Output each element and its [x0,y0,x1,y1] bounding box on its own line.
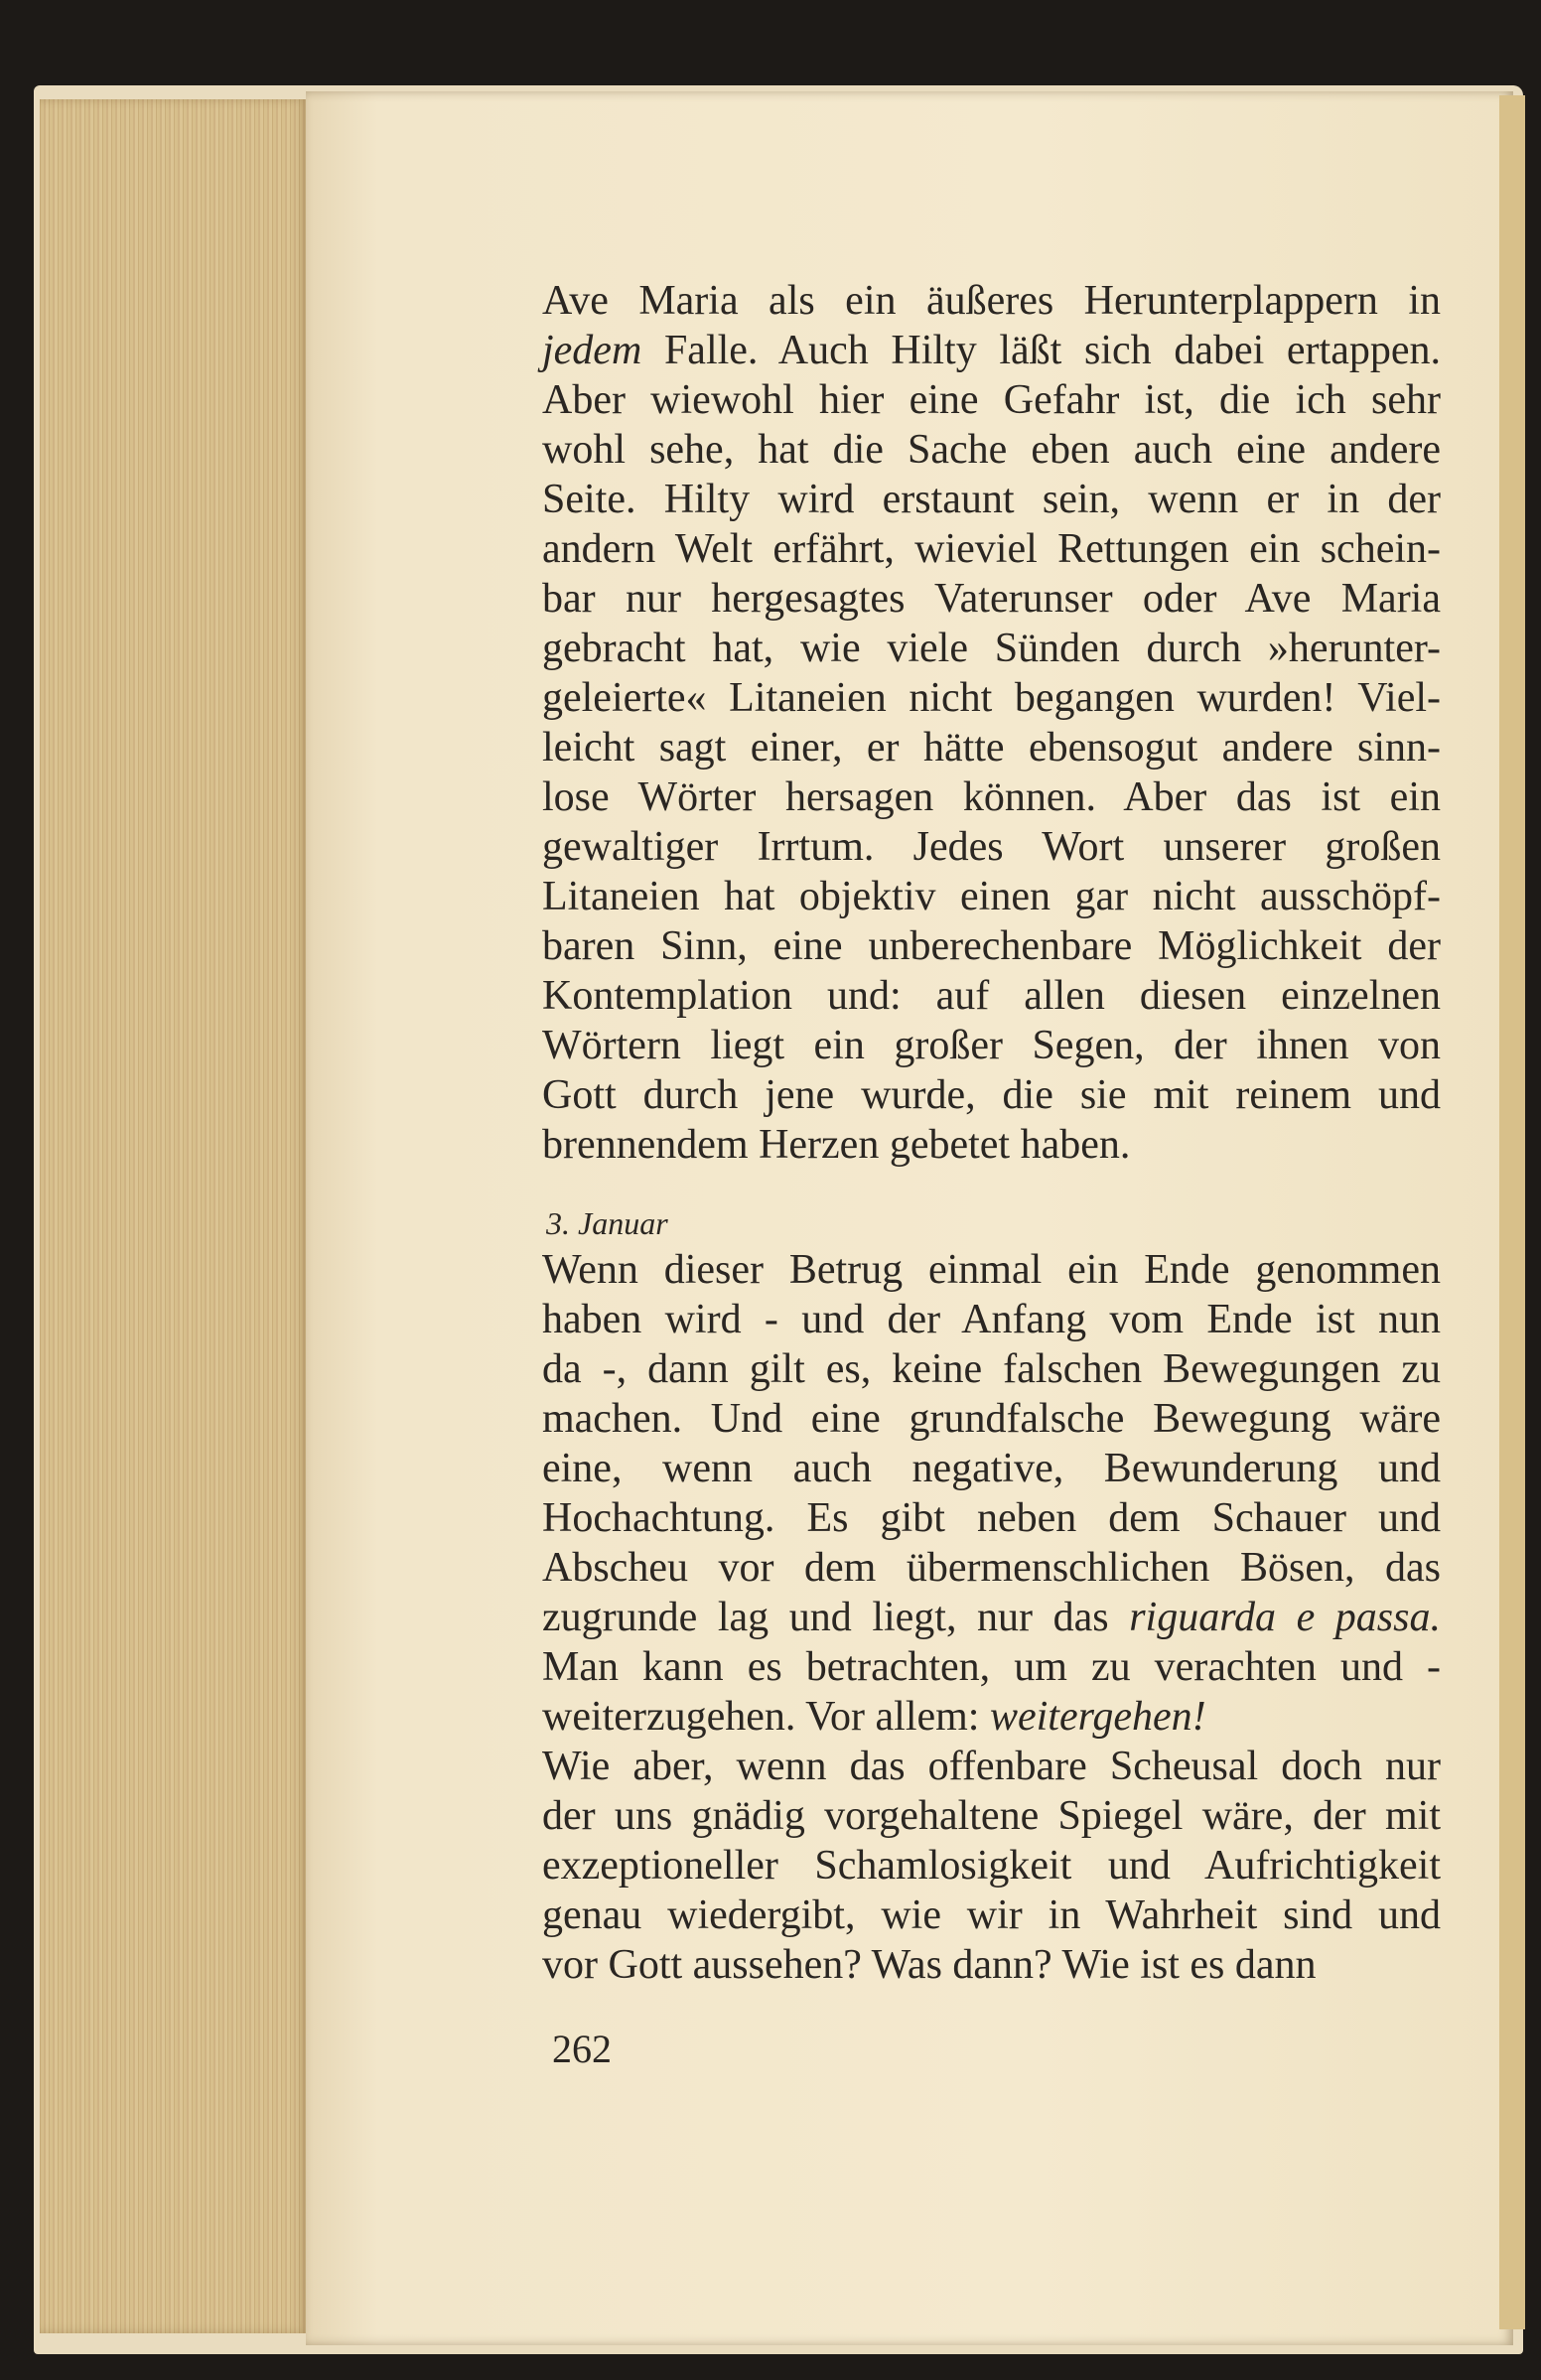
paragraph-1 [542,276,1441,1170]
text-line: bar nur hergesagtes Vaterunser oder Ave Maria [542,576,1441,622]
text-line: andern Welt erfährt, wieviel Rettungen ein schein- [542,526,1441,572]
text-line: machen. Und eine grundfalsche Bewegung wäre [542,1396,1441,1442]
text-line: weiterzugehen. Vor allem: weitergehen! [542,1694,1206,1740]
text-line: gebracht hat, wie viele Sünden durch »herunter- [542,626,1441,671]
text-line: da -, dann gilt es, keine falschen Bewegungen zu [542,1346,1441,1392]
text-line: exzeptioneller Schamlosigkeit und Aufrichtigkeit [542,1843,1441,1889]
text-line: jedem Falle. Auch Hilty läßt sich dabei ertappen. [542,328,1441,373]
text-line: gewaltiger Irrtum. Jedes Wort unserer großen [542,824,1441,870]
text-line: haben wird - und der Anfang vom Ende ist nun [542,1297,1441,1342]
text-line: brennendem Herzen gebetet haben. [542,1122,1131,1168]
text-line: Hochachtung. Es gibt neben dem Schauer und [542,1495,1441,1541]
text-line: zugrunde lag und liegt, nur das riguarda e passa. [542,1595,1441,1640]
text-line: Kontemplation und: auf allen diesen einzelnen [542,973,1441,1019]
right-page-edge [1499,95,1525,2329]
date-heading: 3. Januar [546,1205,668,1241]
text-line: geleierte« Litaneien nicht begangen wurden! Viel- [542,675,1441,721]
text-line: lose Wörter hersagen können. Aber das ist ein [542,774,1441,820]
text-line: wohl sehe, hat die Sache eben auch eine andere [542,427,1441,473]
text-line: Wenn dieser Betrug einmal ein Ende genommen [542,1247,1441,1293]
text-line: Gott durch jene wurde, die sie mit reinem und [542,1072,1441,1118]
text-line: eine, wenn auch negative, Bewunderung und [542,1446,1441,1491]
text-line: Litaneien hat objektiv einen gar nicht ausschöpf- [542,874,1441,919]
text-line: Seite. Hilty wird erstaunt sein, wenn er in der [542,477,1441,522]
text-line: Aber wiewohl hier eine Gefahr ist, die ich sehr [542,377,1441,423]
text-line: der uns gnädig vorgehaltene Spiegel wäre, der mit [542,1793,1441,1839]
text-line: vor Gott aussehen? Was dann? Wie ist es dann [542,1942,1317,1988]
text-line: leicht sagt einer, er hätte ebensogut andere sinn- [542,725,1441,770]
text-line: Wie aber, wenn das offenbare Scheusal doch nur [542,1744,1441,1789]
text-line: baren Sinn, eine unberechenbare Möglichkeit der [542,923,1441,969]
text-line: Wörtern liegt ein großer Segen, der ihnen von [542,1023,1441,1068]
page-stack-edge [40,99,308,2333]
paragraph-2 [542,1245,1441,1990]
text-line: Man kann es betrachten, um zu verachten und - [542,1644,1441,1690]
text-line: Ave Maria als ein äußeres Herunterplappern in [542,278,1441,324]
text-line: genau wiedergibt, wie wir in Wahrheit sind und [542,1892,1441,1938]
page-number: 262 [552,2027,612,2071]
text-line: Abscheu vor dem übermenschlichen Bösen, das [542,1545,1441,1591]
